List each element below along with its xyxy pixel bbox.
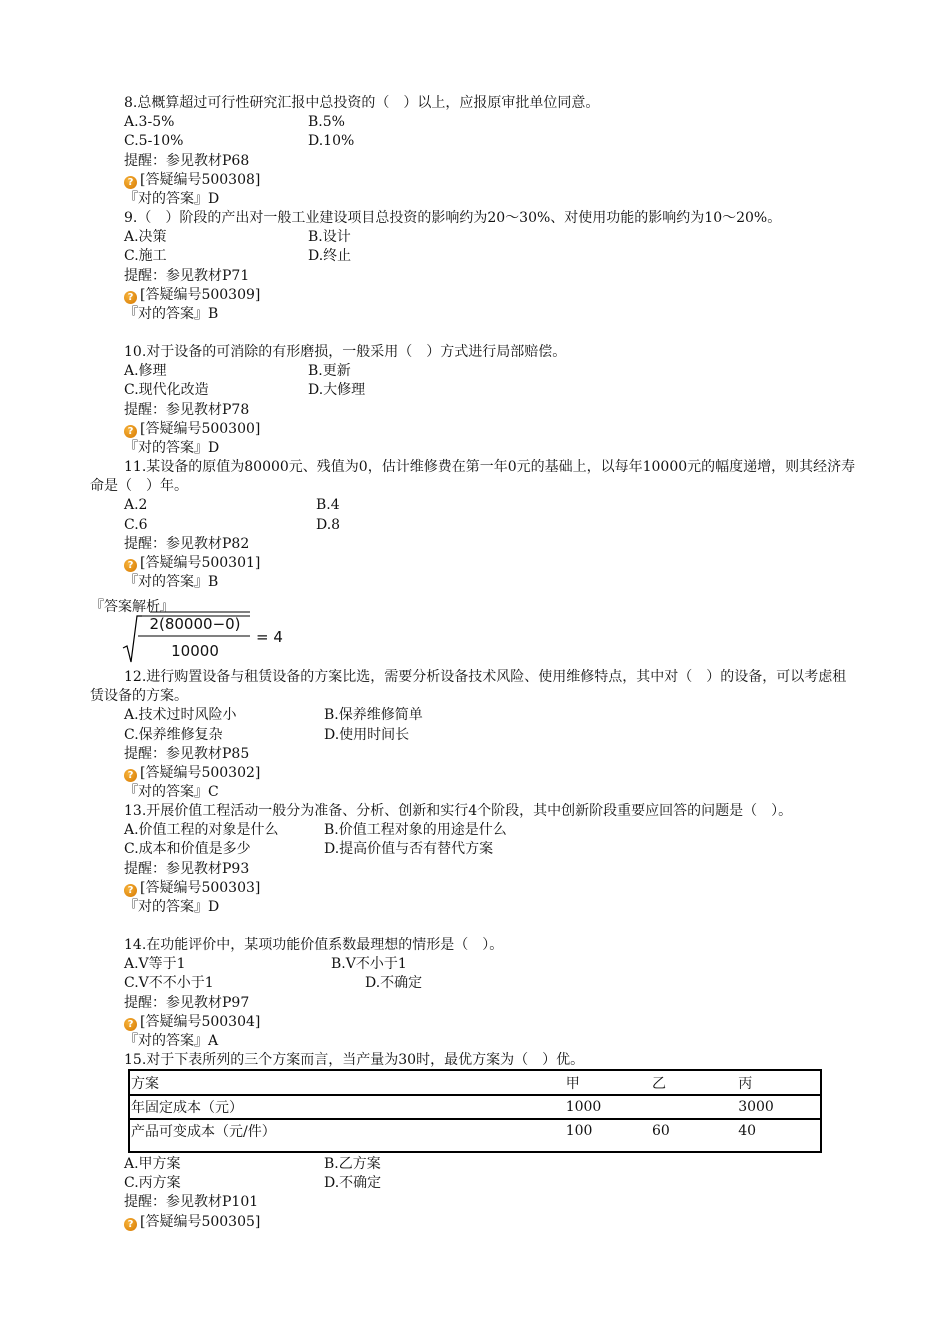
correct-answer: 『对的答案』A	[124, 1032, 219, 1049]
question-14	[90, 936, 860, 1051]
table-cell: 100	[565, 1119, 651, 1142]
option-b: B.乙方案	[324, 1156, 381, 1172]
options-row	[90, 706, 860, 725]
question-id: [答疑编号500304]	[140, 1013, 261, 1030]
question-12	[90, 668, 860, 802]
option-b: B.更新	[308, 363, 351, 380]
options-row	[90, 821, 860, 840]
correct-answer: 『对的答案』B	[124, 574, 219, 591]
correct-answer: 『对的答案』C	[124, 784, 219, 801]
question-stem: 14.在功能评价中，某项功能价值系数最理想的情形是（ ）。	[124, 937, 504, 953]
option-c: C.施工	[124, 248, 167, 265]
option-a: A.价值工程的对象是什么	[124, 822, 279, 839]
option-c: C.6	[124, 516, 148, 533]
question-id-row	[90, 420, 860, 439]
table-cell: 3000	[737, 1095, 820, 1119]
formula-result: = 4	[256, 628, 283, 646]
options-row	[90, 113, 860, 132]
question-id-row	[90, 286, 860, 305]
question-stem: 9.（ ）阶段的产出对一般工业建设项目总投资的影响约为20～30%、对使用功能的影响约为10～20%。	[124, 210, 782, 226]
option-a: A.甲方案	[124, 1156, 181, 1172]
option-a: A.V等于1	[124, 956, 186, 973]
formula-denominator: 10000	[171, 642, 219, 660]
correct-answer: 『对的答案』D	[124, 439, 220, 456]
question-circle-icon[interactable]: ?	[124, 769, 137, 782]
table-header-row	[130, 1072, 820, 1095]
option-a: A.修理	[124, 363, 167, 380]
question-id: [答疑编号500308]	[140, 171, 261, 188]
correct-answer: 『对的答案』D	[124, 898, 220, 915]
option-d: D.10%	[308, 133, 355, 150]
option-c: C.现代化改造	[124, 382, 209, 399]
question-8	[90, 94, 860, 209]
table-row	[130, 1095, 820, 1119]
question-15-options	[90, 1155, 860, 1232]
options-row	[90, 381, 860, 400]
option-b: B.价值工程对象的用途是什么	[324, 822, 507, 839]
option-d: D.不确定	[324, 1175, 382, 1192]
question-10	[90, 343, 860, 458]
question-stem: 11.某设备的原值为80000元、残值为0，估计维修费在第一年0元的基础上，以每年10000元的幅度递增，则其经济寿命是（ ）年。	[90, 459, 856, 495]
question-circle-icon[interactable]: ?	[124, 559, 137, 572]
option-a: A.2	[124, 497, 148, 514]
question-circle-icon[interactable]: ?	[124, 1218, 137, 1231]
table-cell: 40	[737, 1119, 820, 1142]
option-d: D.不确定	[365, 975, 423, 992]
question-id: [答疑编号500301]	[140, 554, 261, 571]
options-row	[90, 496, 860, 515]
question-id-row	[90, 171, 860, 190]
option-b: B.4	[316, 497, 340, 514]
hint: 提醒：参见教材P93	[124, 860, 250, 877]
table-header-cell: 乙	[651, 1076, 666, 1092]
scheme-table	[128, 1069, 822, 1153]
option-b: B.5%	[308, 114, 345, 131]
options-row	[90, 132, 860, 151]
table-header-cell: 丙	[738, 1076, 753, 1092]
question-id: [答疑编号500300]	[140, 420, 261, 437]
table-cell	[651, 1095, 737, 1119]
question-id-row	[90, 879, 860, 898]
options-row	[90, 362, 860, 381]
formula-numerator: 2(80000−0)	[149, 615, 241, 633]
option-a: A.决策	[124, 229, 167, 246]
option-b: B.设计	[308, 229, 351, 246]
question-stem: 12.进行购置设备与租赁设备的方案比选，需要分析设备技术风险、使用维修特点，其中对（ ）的设备，可以考虑租赁设备的方案。	[90, 669, 847, 705]
question-id-row	[90, 1013, 860, 1032]
question-id: [答疑编号500305]	[140, 1213, 261, 1230]
question-id-row	[90, 554, 860, 573]
option-c: C.丙方案	[124, 1175, 181, 1192]
options-row	[90, 726, 860, 745]
question-id: [答疑编号500309]	[140, 286, 261, 303]
question-id-row	[90, 1213, 860, 1232]
question-circle-icon[interactable]: ?	[124, 884, 137, 897]
hint: 提醒：参见教材P71	[124, 267, 250, 284]
correct-answer: 『对的答案』D	[124, 190, 220, 207]
table-cell: 年固定成本（元）	[130, 1095, 565, 1119]
option-d: D.使用时间长	[324, 726, 410, 743]
question-circle-icon[interactable]: ?	[124, 425, 137, 438]
hint: 提醒：参见教材P101	[124, 1194, 259, 1211]
options-row	[90, 228, 860, 247]
option-a: A.3-5%	[124, 114, 175, 131]
option-b: B.V不小于1	[331, 956, 407, 973]
answer-analysis	[90, 596, 350, 666]
question-id: [答疑编号500302]	[140, 764, 261, 781]
question-circle-icon[interactable]: ?	[124, 291, 137, 304]
option-d: D.提高价值与否有替代方案	[324, 841, 494, 858]
question-id: [答疑编号500303]	[140, 879, 261, 896]
option-c: C.保养维修复杂	[124, 726, 223, 743]
option-d: D.大修理	[308, 382, 366, 399]
question-15-stem	[90, 1051, 860, 1070]
option-c: C.成本和价值是多少	[124, 841, 251, 858]
options-row	[90, 1155, 860, 1174]
question-13	[90, 802, 860, 917]
option-d: D.8	[316, 516, 341, 533]
question-stem: 13.开展价值工程活动一般分为准备、分析、创新和实行4个阶段，其中创新阶段重要应回答的问题是（ ）。	[124, 803, 793, 819]
question-9	[90, 209, 860, 324]
option-a: A.技术过时风险小	[124, 707, 237, 724]
table-header-cell: 方案	[131, 1076, 159, 1092]
question-stem: 8.总概算超过可行性研究汇报中总投资的（ ）以上，应报原审批单位同意。	[124, 95, 600, 111]
option-b: B.保养维修简单	[324, 707, 423, 724]
hint: 提醒：参见教材P68	[124, 152, 250, 169]
option-c: C.5-10%	[124, 133, 184, 150]
options-row	[90, 840, 860, 859]
question-stem: 10.对于设备的可消除的有形磨损，一般采用（ ）方式进行局部赔偿。	[124, 344, 567, 360]
question-circle-icon[interactable]: ?	[124, 1018, 137, 1031]
options-row	[90, 1174, 860, 1193]
question-id-row	[90, 764, 860, 783]
analysis-label: 『答案解析』	[90, 599, 174, 615]
options-row	[90, 516, 860, 535]
table-cell: 1000	[565, 1095, 651, 1119]
table-header-cell: 甲	[565, 1076, 580, 1092]
option-c: C.V不不小于1	[124, 975, 214, 992]
table-row	[130, 1119, 820, 1142]
options-row	[90, 247, 860, 266]
table-cell: 产品可变成本（元/件）	[130, 1119, 565, 1142]
table-cell: 60	[651, 1119, 737, 1142]
options-row	[90, 974, 860, 993]
hint: 提醒：参见教材P97	[124, 994, 250, 1011]
question-circle-icon[interactable]: ?	[124, 176, 137, 189]
hint: 提醒：参见教材P82	[124, 535, 250, 552]
hint: 提醒：参见教材P85	[124, 745, 250, 762]
question-stem: 15.对于下表所列的三个方案而言，当产量为30时，最优方案为（ ）优。	[124, 1052, 585, 1068]
correct-answer: 『对的答案』B	[124, 305, 219, 322]
option-d: D.终止	[308, 248, 352, 265]
options-row	[90, 955, 860, 974]
question-11	[90, 458, 860, 592]
hint: 提醒：参见教材P78	[124, 401, 250, 418]
